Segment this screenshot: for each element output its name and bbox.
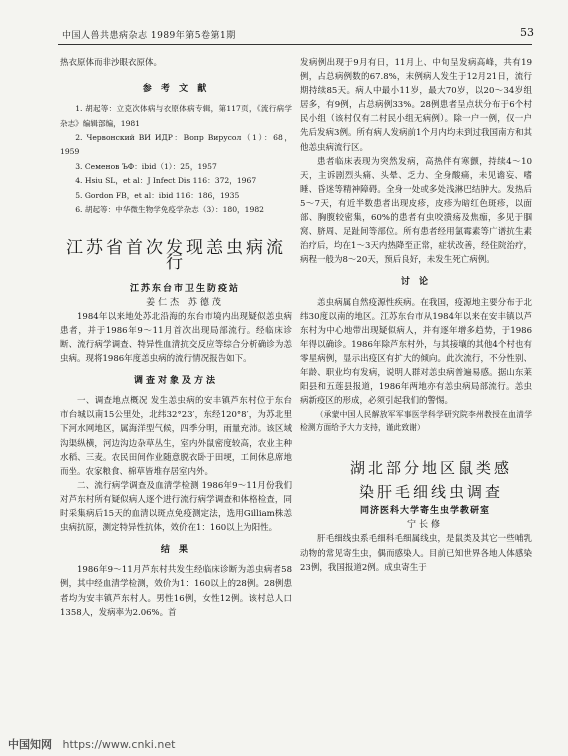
methods-paragraph: 二、流行病学调查及血清学检测 1986年9～11月份我们对芦东村所有疑似病人逐个进行流行病学调查和体格检查，同时采集病后15天的血清以斑点免疫测定法，选用Gilliam株恙虫病抗原，测定特异性抗体，效价在1：160以上为阳性。 (60, 480, 292, 534)
reference-item: 2. Червонский ВИ ИДР：Вопр Вирусол（1）：68，1959 (60, 133, 292, 157)
article2-affiliation: 同济医科大学寄生虫学教研室 (359, 506, 490, 517)
left-column (60, 56, 292, 620)
intro-tail: 热衣原体而非沙眼衣原体。 (60, 58, 163, 68)
abstract: 1984年以来地处苏北沿海的东台市境内出现疑似恙虫病患者，并于1986年9～11月首次出现局部流行。经临床诊断、流行病学调查、特异性血清抗交反应等综合分析确诊为恙虫病。现将1986年度恙虫病的流行情况报告如下。 (60, 311, 292, 365)
reference-item: 3. Семенов ЪФ：ibid（1）：25，1957 (75, 161, 217, 171)
article2-title-line: 湖北部分地区鼠类感 (349, 459, 512, 478)
journal-header: 中国人兽共患病杂志 1989年第5卷第1期 (62, 31, 236, 41)
header-rule (58, 44, 532, 45)
acknowledgement: （承蒙中国人民解放军军事医学科学研究院李州教授在血清学检测方面给予大力支持，谨此致谢） (300, 410, 532, 433)
reference-item: 1. 胡起等：立克次体病与衣原体病专辑，第117页，《流行病学杂志》编辑部编，1981 (60, 104, 292, 128)
results-continued: 发病例出现于9月有日，11月上、中旬呈发病高峰，共有19例，占总病例数的67.8%，末例病人发生于12月21日，流行期持续85天。病人中最小11岁，最大70岁，以20～34岁组居多，有9例，占总病例33%。28例患者呈点状分布于6个村民小组（该村仅有二村民小组无病例）。除一户一例，仅一户先后发病3例。所有病人发病前1个月内均未到过我国南方和其他恙虫病流行区。 (300, 58, 532, 153)
reference-item: 4. Hsiu SL，et al：J Infect Dis 116：372，1967 (75, 176, 257, 186)
authors: 姜仁杰 苏德茂 (146, 297, 224, 308)
references-title: 参 考 文 献 (142, 84, 210, 95)
page-number: 53 (520, 26, 534, 39)
reference-item: 5. Gordon FB，et al：ibid 116：186，1935 (75, 190, 240, 200)
watermark-site: 中国知网 (8, 738, 52, 751)
section-title-methods: 调查对象及方法 (133, 376, 218, 387)
cnki-watermark (8, 736, 175, 752)
clinical-paragraph: 患者临床表现为突然发病，高热伴有寒颤，持续4～10天，主诉剧烈头痛、头晕、乏力、全身酸痛，未见谵妄、嗜睡、昏迷等精神障碍。全身一处或多处浅淋巴结肿大。发热后5～7天，有近半数患者出现皮疹，皮疹为暗红色斑疹，以面部、胸腹较密集，60%的患者有虫咬溃疡及焦痂，多见于腘窝、脐周、足趾间等部位。所有患者经用氯霉素等广谱抗生素治疗后，均在1～3天内热降至正常，症状改善，经住院治疗，病程一般为8～20天，预后良好，未发生死亡病例。 (300, 156, 532, 266)
results-paragraph: 1986年9～11月芦东村共发生经临床诊断为恙虫病者58例，其中经血清学检测，效价为1：160以上的28例。28例患者均为安丰镇芦东村人。男性16例，女性12例。该村总人口1358人，发病率为2.06%。首 (60, 565, 292, 618)
article2-author: 宁长修 (406, 520, 443, 531)
discussion-paragraph: 恙虫病属自然疫源性疾病。在我国，疫源地主要分布于北纬30度以南的地区。江苏东台市从1984年以来在安丰镇以芦东村为中心地带出现疑似病人，并有逐年增多趋势，于1986年得以确诊。1986年除芦东村外，与其接壤的其他4个村也有零星病例，显示出疫区有扩大的倾向。此次流行，不分性别、年龄、职业均有发病，说明人群对恙虫病普遍易感。据山东莱阳县和五莲县报道，1986年两地亦有恙虫病局部流行。恙虫病新疫区的形成，必须引起我们的警惕。 (300, 297, 532, 407)
watermark-url: https://www.cnki.net (62, 738, 176, 751)
affiliation: 江苏东台市卫生防疫站 (129, 283, 240, 294)
article2-title-line: 染肝毛细线虫调查 (358, 483, 503, 502)
article2-intro: 肝毛细线虫系毛细科毛细属线虫，是鼠类及其它一些哺乳动物的常见寄生虫，偶而感染人。目前已知世界各地人体感染23例，我国报道2例。成虫寄生于 (300, 534, 532, 573)
right-column (300, 56, 532, 575)
section-title-discussion: 讨 论 (400, 277, 432, 288)
article-title: 江苏省首次发现恙虫病流行 (66, 238, 286, 273)
section-title-results: 结 果 (160, 545, 192, 556)
article2-title (300, 456, 532, 504)
methods-paragraph: 一、调查地点概况 发生恙虫病的安丰镇芦东村位于东台市台城以南15公里处，北纬32°23′，东经120°8′，为苏北里下河水网地区，属海洋型气候，四季分明，雨量充沛。该区域沟渠纵横，河边沟边杂草丛生，室内外鼠密度较高，农业主种水稻、三麦。农民田间作业随意脱衣卧于田埂，工间休息席地而坐。农家粮食、棉草皆堆存居室内外。 (60, 396, 292, 477)
reference-item: 6. 胡起等：中华微生物学免疫学杂志（3）：180，1982 (75, 205, 264, 215)
